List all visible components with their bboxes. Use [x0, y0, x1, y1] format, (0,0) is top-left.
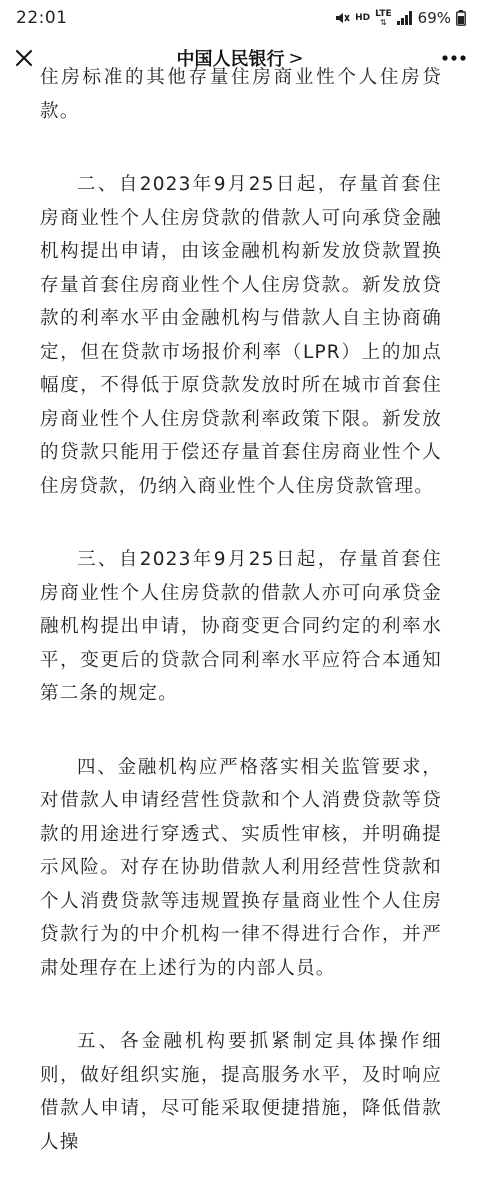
- data-arrows-icon: ⇅: [380, 17, 387, 27]
- article-paragraph: 住房标准的其他存量住房商业性个人住房贷款。: [40, 67, 442, 122]
- more-icon[interactable]: [438, 44, 470, 72]
- article-content: [40, 61, 442, 1199]
- chevron-right-icon: >: [288, 47, 304, 69]
- mute-icon: [334, 10, 350, 26]
- battery-icon: [456, 10, 466, 26]
- status-time: 22:01: [16, 8, 68, 28]
- article-paragraph: 二、自2023年9月25日起，存量首套住房商业性个人住房贷款的借款人可向承贷金融机构提出申请，由该金融机构新发放贷款置换存量首套住房商业性个人住房贷款。新发放贷款的利率水平由金融机构与借款人自主协商确定，但在贷款市场报价利率（LPR）上的加点幅度，不得低于原贷款发放时所在城市首套住房商业性个人住房贷款利率政策下限。新发放的贷款只能用于偿还存量首套住房商业性个人住房贷款，仍纳入商业性个人住房贷款管理。: [40, 174, 442, 497]
- hd-label: HD: [355, 12, 371, 23]
- close-icon[interactable]: [10, 44, 38, 72]
- page-title: 中国人民银行: [176, 49, 285, 70]
- article-paragraph: 五、各金融机构要抓紧制定具体操作细则，做好组织实施，提高服务水平，及时响应借款人申请，尽可能采取便捷措施，降低借款人操: [40, 1031, 442, 1153]
- signal-icon: [397, 11, 413, 25]
- battery-percent: 69%: [417, 9, 451, 27]
- lte-label: LTE: [375, 8, 392, 19]
- status-bar: [0, 0, 480, 36]
- status-icons: [334, 9, 466, 27]
- article-paragraph: 四、金融机构应严格落实相关监管要求，对借款人申请经营性贷款和个人消费贷款等贷款的用途进行穿透式、实质性审核，并明确提示风险。对存在协助借款人利用经营性贷款和个人消费贷款等违规置换存量商业性个人住房贷款行为的中介机构一律不得进行合作，并严肃处理存在上述行为的内部人员。: [40, 756, 442, 979]
- article-paragraph: 三、自2023年9月25日起，存量首套住房商业性个人住房贷款的借款人亦可向承贷金融机构提出申请，协商变更合同约定的利率水平，变更后的贷款合同利率水平应符合本通知第二条的规定。: [40, 549, 442, 704]
- article-body[interactable]: [0, 67, 480, 1153]
- lte-indicator: [375, 10, 392, 27]
